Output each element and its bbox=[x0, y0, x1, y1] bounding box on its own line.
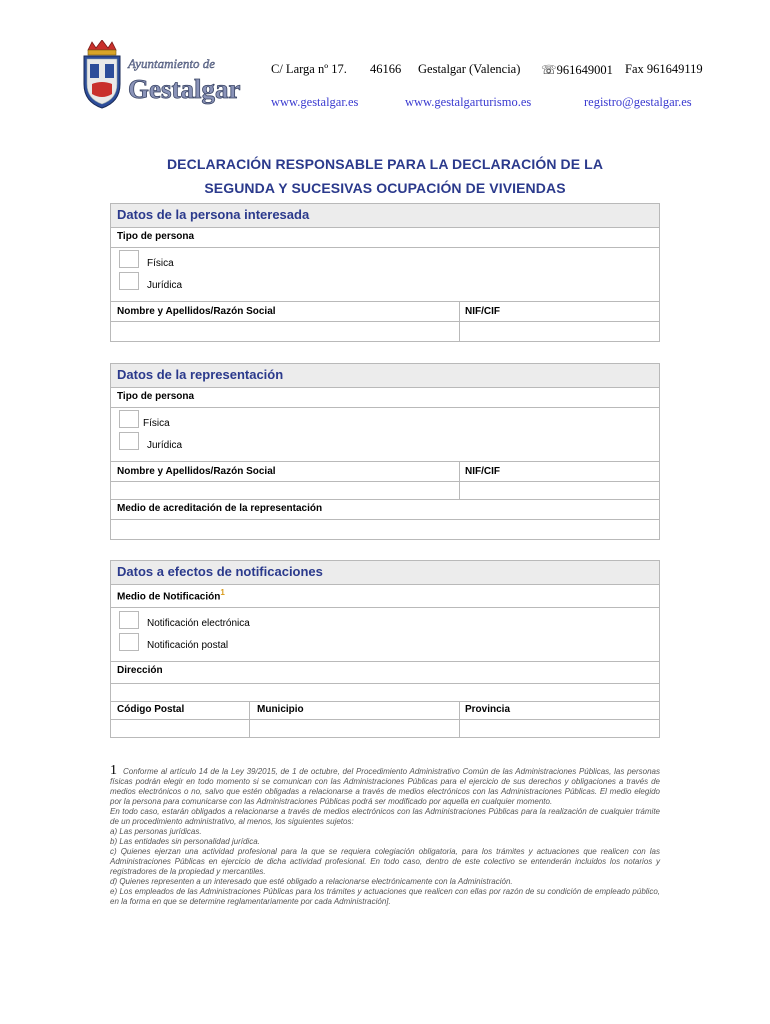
footnote-paragraph-1: 1 Conforme al artículo 14 de la Ley 39/2015, de 1 de octubre, del Procedimiento Administrativo Común de las Administraciones Públicas, las personas físicas podrán elegir en todo momento si se comunican con las Administraciones Públicas para el ejercicio de sus derechos y obligaciones a través de medios electrónicos o no, salvo que estén obligadas a relacionarse a través de medios electrónicos con las Administraciones Públicas. El medio elegido por la persona para comunicarse con las Administraciones Públicas podrá ser modificado por aquella en cualquier momento. bbox=[110, 763, 660, 806]
section-heading: Datos de la representación bbox=[111, 364, 659, 388]
header-address: C/ Larga nº 17. bbox=[271, 62, 347, 76]
nombre-field[interactable] bbox=[112, 482, 458, 498]
tipo-persona-label: Tipo de persona bbox=[117, 391, 195, 402]
section-heading: Datos a efectos de notificaciones bbox=[111, 561, 659, 585]
checkbox-notificacion-postal[interactable] bbox=[119, 633, 139, 651]
medio-acreditacion-field[interactable] bbox=[112, 520, 659, 539]
checkbox-juridica[interactable] bbox=[119, 432, 139, 450]
municipio-label: Municipio bbox=[257, 704, 304, 715]
link-email[interactable]: registro@gestalgar.es bbox=[584, 95, 692, 109]
header-postal: 46166 bbox=[370, 62, 402, 76]
medio-notificacion-label: Medio de Notificación$^1$ bbox=[117, 588, 225, 603]
section-persona-interesada bbox=[110, 203, 660, 342]
tipo-persona-label: Tipo de persona bbox=[117, 231, 195, 242]
link-gestalgar-web[interactable]: www.gestalgar.es bbox=[271, 95, 359, 109]
section-notificaciones bbox=[110, 560, 660, 738]
section-representacion bbox=[110, 363, 660, 540]
nombre-field[interactable] bbox=[112, 322, 458, 341]
footnote-item-d: d) Quienes representen a un interesado que esté obligado a relacionarse electrónicamente con la Administración. bbox=[110, 877, 513, 886]
municipal-logo bbox=[78, 40, 250, 112]
document-title-line2: SEGUNDA Y SUCESIVAS OCUPACIÓN DE VIVIENDAS bbox=[204, 180, 566, 196]
footnote-item-a: a) Las personas jurídicas. bbox=[110, 827, 202, 836]
footnote-item-b: b) Las entidades sin personalidad jurídica. bbox=[110, 837, 260, 846]
logo-text-top: Ayuntamiento de bbox=[128, 56, 216, 71]
nombre-label: Nombre y Apellidos/Razón Social bbox=[117, 466, 276, 477]
medio-acreditacion-label: Medio de acreditación de la representación bbox=[117, 503, 323, 514]
direccion-field[interactable] bbox=[112, 684, 659, 700]
option-fisica-label: Física bbox=[147, 258, 174, 269]
footnote bbox=[110, 763, 660, 907]
footnote-number: 1 bbox=[110, 763, 117, 778]
direccion-label: Dirección bbox=[117, 665, 163, 676]
provincia-label: Provincia bbox=[465, 704, 511, 715]
logo-text-main: Gestalgar bbox=[128, 74, 241, 104]
option-electronica-label: Notificación electrónica bbox=[147, 618, 250, 629]
footnote-ref[interactable]: 1 bbox=[220, 588, 225, 597]
checkbox-juridica[interactable] bbox=[119, 272, 139, 290]
provincia-field[interactable] bbox=[461, 720, 659, 737]
municipio-field[interactable] bbox=[251, 720, 458, 737]
footnote-item-c: c) Quienes ejerzan una actividad profesional para la que se requiera colegiación obligatoria, para los trámites y actuaciones que realicen con las Administraciones Públicas en ejercicio de dicha actividad profesional. En todo caso, dentro de este colectivo se entenderán incluidos los notarios y registradores de la propiedad y mercantiles. bbox=[110, 847, 660, 876]
footnote-item-e: e) Los empleados de las Administraciones Públicas para los trámites y actuaciones que realicen con ellas por razón de su condición de empleado público, en la forma en que se determine reglamentariamente por cada Administración]. bbox=[110, 887, 660, 906]
nombre-label: Nombre y Apellidos/Razón Social bbox=[117, 306, 276, 317]
option-juridica-label: Jurídica bbox=[147, 280, 183, 291]
checkbox-notificacion-electronica[interactable] bbox=[119, 611, 139, 629]
codigo-postal-field[interactable] bbox=[112, 720, 248, 737]
nif-field[interactable] bbox=[461, 482, 659, 498]
coat-of-arms-icon bbox=[78, 40, 250, 112]
checkbox-fisica[interactable] bbox=[119, 410, 139, 428]
nif-field[interactable] bbox=[461, 322, 659, 341]
header-phone: ☏961649001 bbox=[541, 63, 613, 77]
footnote-paragraph-2: En todo caso, estarán obligados a relacionarse a través de medios electrónicos con las Administraciones Públicas para la realización de cualquier trámite de un procedimiento administrativo, al menos, los siguientes sujetos: bbox=[110, 807, 660, 826]
codigo-postal-label: Código Postal bbox=[117, 704, 185, 715]
document-title-line1: DECLARACIÓN RESPONSABLE PARA LA DECLARACIÓN DE LA bbox=[166, 156, 604, 172]
checkbox-fisica[interactable] bbox=[119, 250, 139, 268]
link-turismo-web[interactable]: www.gestalgarturismo.es bbox=[405, 95, 532, 109]
nif-label: NIF/CIF bbox=[465, 466, 500, 477]
header-fax: Fax 961649119 bbox=[625, 62, 703, 76]
section-heading: Datos de la persona interesada bbox=[111, 204, 659, 228]
nif-label: NIF/CIF bbox=[465, 306, 500, 317]
option-postal-label: Notificación postal bbox=[147, 640, 229, 651]
header-city: Gestalgar (Valencia) bbox=[418, 62, 521, 76]
option-fisica-label: Física bbox=[143, 418, 170, 429]
option-juridica-label: Jurídica bbox=[147, 440, 183, 451]
